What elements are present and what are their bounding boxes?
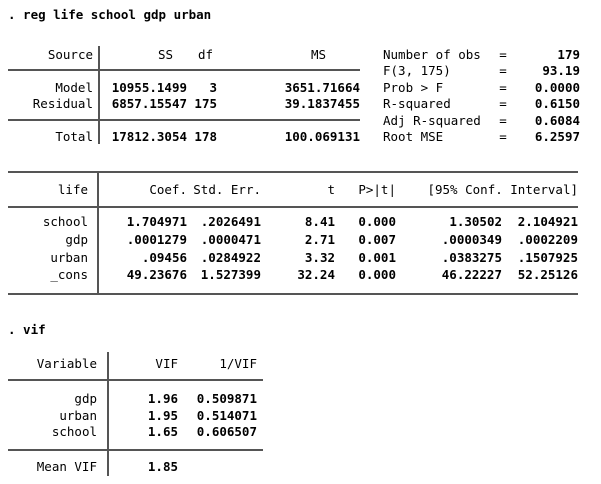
stderr-value: .2026491 <box>200 214 261 229</box>
vif-header: VIF <box>155 356 178 371</box>
stat-value: 0.0000 <box>534 80 580 95</box>
coef-header: Coef. <box>149 182 187 197</box>
p-value: 0.000 <box>358 214 396 229</box>
coef-value: .0001279 <box>126 232 187 247</box>
ci-low-value: .0383275 <box>441 250 502 265</box>
t-value: 32.24 <box>297 267 335 282</box>
stat-label: Root MSE <box>383 129 444 144</box>
coef-value: .09456 <box>141 250 187 265</box>
stat-value: 0.6084 <box>534 113 580 128</box>
inv-vif-value: 0.509871 <box>196 391 257 406</box>
stat-label: Number of obs <box>383 47 481 62</box>
coef-var-label: urban <box>50 250 88 265</box>
coef-row-urban <box>8 249 578 267</box>
vif-var-label: urban <box>59 408 97 423</box>
equals-sign: = <box>499 80 507 95</box>
anova-row-label: Model <box>55 80 93 95</box>
vif-row-school <box>8 423 263 440</box>
p-header: P>|t| <box>358 182 396 197</box>
anova-ms-value: 39.1837455 <box>284 96 360 111</box>
anova-ms-value: 100.069131 <box>284 129 360 144</box>
vif-mean-row <box>8 458 263 475</box>
ci-low-value: 46.22227 <box>441 267 502 282</box>
coef-row-gdp <box>8 231 578 249</box>
ci-high-value: .0002209 <box>517 232 578 247</box>
ci-low-value: 1.30502 <box>449 214 502 229</box>
coef-var-label: gdp <box>65 232 88 247</box>
anova-header-row <box>8 46 580 63</box>
command-vif: . vif <box>8 322 46 337</box>
coef-header-rule <box>8 206 578 208</box>
mean-vif-label: Mean VIF <box>36 459 97 474</box>
p-value: 0.000 <box>358 267 396 282</box>
ci-high-value: 2.104921 <box>517 214 578 229</box>
anova-row-label: Residual <box>32 96 93 111</box>
vif-header-rule <box>8 379 263 381</box>
anova-residual-row <box>8 95 580 112</box>
inv-vif-value: 0.514071 <box>196 408 257 423</box>
stat-value: 179 <box>557 47 580 62</box>
anova-ss-value: 17812.3054 <box>111 129 187 144</box>
vif-mean-rule <box>8 449 263 451</box>
stat-label: Prob > F <box>383 80 444 95</box>
coef-row-cons <box>8 266 578 284</box>
stderr-value: 1.527399 <box>200 267 261 282</box>
vif-row-urban <box>8 407 263 424</box>
vif-divider <box>107 352 109 476</box>
vif-variable-header: Variable <box>36 356 97 371</box>
anova-df-header: df <box>197 47 213 62</box>
anova-ms-header: MS <box>310 47 326 62</box>
vif-value: 1.95 <box>147 408 178 423</box>
p-value: 0.007 <box>358 232 396 247</box>
t-header: t <box>327 182 335 197</box>
stat-label: R-squared <box>383 96 451 111</box>
anova-df-value: 178 <box>194 129 217 144</box>
stat-value: 93.19 <box>542 63 580 78</box>
stat-label: Adj R-squared <box>383 113 481 128</box>
anova-ss-value: 6857.15547 <box>111 96 187 111</box>
t-value: 3.32 <box>304 250 335 265</box>
coef-bottom-rule <box>8 293 578 295</box>
anova-ss-header: SS <box>157 47 173 62</box>
command-reg: . reg life school gdp urban <box>8 7 212 22</box>
stderr-value: .0284922 <box>200 250 261 265</box>
stat-value: 6.2597 <box>534 129 580 144</box>
equals-sign: = <box>499 47 507 62</box>
inv-vif-header: 1/VIF <box>219 356 257 371</box>
anova-model-row <box>8 79 580 96</box>
stat-label: F(3, 175) <box>383 63 451 78</box>
anova-total-rule <box>8 119 360 121</box>
equals-sign: = <box>499 63 507 78</box>
coef-row-school <box>8 213 578 231</box>
vif-row-gdp <box>8 390 263 407</box>
vif-header-row <box>8 355 263 372</box>
ci-high-value: .1507925 <box>517 250 578 265</box>
t-value: 2.71 <box>304 232 335 247</box>
ci-low-value: .0000349 <box>441 232 502 247</box>
equals-sign: = <box>499 129 507 144</box>
anova-total-row <box>8 128 580 145</box>
t-value: 8.41 <box>304 214 335 229</box>
p-value: 0.001 <box>358 250 396 265</box>
anova-ss-value: 10955.1499 <box>111 80 187 95</box>
equals-sign: = <box>499 113 507 128</box>
vif-var-label: school <box>51 424 97 439</box>
coef-depvar-header: life <box>57 182 88 197</box>
stat-value: 0.6150 <box>534 96 580 111</box>
stderr-header: Std. Err. <box>193 182 261 197</box>
ci-header: [95% Conf. Interval] <box>427 182 578 197</box>
anova-source-header: Source <box>47 47 93 62</box>
anova-df-value: 3 <box>209 80 217 95</box>
coef-value: 49.23676 <box>126 267 187 282</box>
mean-vif-value: 1.85 <box>147 459 178 474</box>
anova-divider <box>98 46 100 144</box>
vif-value: 1.96 <box>147 391 178 406</box>
coef-header-row <box>8 172 578 207</box>
anova-ms-value: 3651.71664 <box>284 80 360 95</box>
coef-value: 1.704971 <box>126 214 187 229</box>
stderr-value: .0000471 <box>200 232 261 247</box>
coef-var-label: _cons <box>50 267 88 282</box>
anova-row-label: Total <box>55 129 93 144</box>
vif-value: 1.65 <box>147 424 178 439</box>
ci-high-value: 52.25126 <box>517 267 578 282</box>
coef-var-label: school <box>42 214 88 229</box>
anova-df-value: 175 <box>194 96 217 111</box>
equals-sign: = <box>499 96 507 111</box>
vif-var-label: gdp <box>74 391 97 406</box>
inv-vif-value: 0.606507 <box>196 424 257 439</box>
anova-header-rule <box>8 69 360 71</box>
coef-divider <box>97 171 99 295</box>
